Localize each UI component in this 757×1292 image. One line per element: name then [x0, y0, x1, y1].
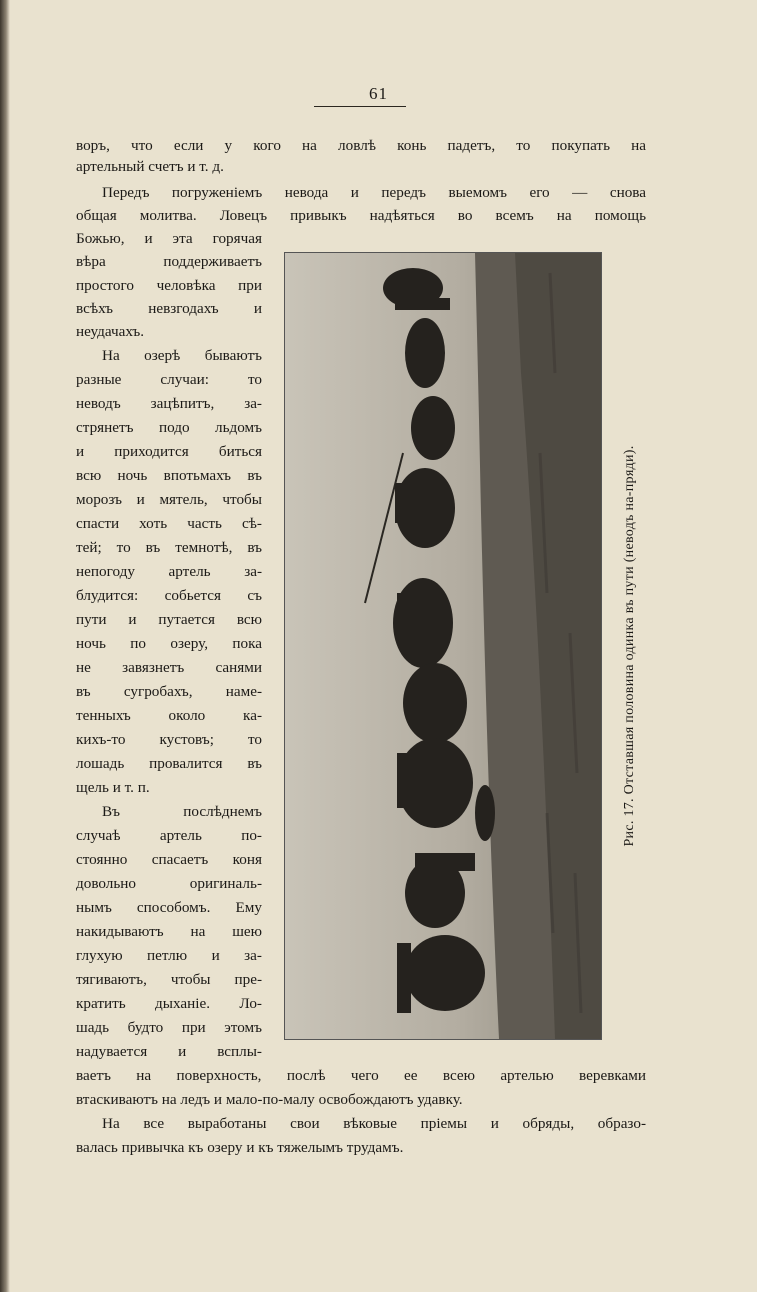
text-line: глухую петлю и за- — [76, 947, 262, 964]
text-line: лошадь провалится въ — [76, 755, 262, 772]
photo-sled-horses-on-ice — [285, 253, 601, 1039]
text-line: На озерѣ бываютъ — [102, 347, 262, 364]
text-line: стрянетъ подо льдомъ — [76, 419, 262, 436]
text-line: спасти хоть часть сѣ- — [76, 515, 262, 532]
text-line: морозъ и мятель, чтобы — [76, 491, 262, 508]
page-number-rule — [314, 106, 406, 107]
text-line: довольно оригиналь- — [76, 875, 262, 892]
figure-caption-text: Рис. 17. Отставшая половина одинка въ пути (неводъ на-пряди). — [622, 445, 637, 847]
text-line: втаскиваютъ на ледъ и мало-по-малу освобождаютъ удавку. — [76, 1091, 463, 1108]
text-line: всю ночь впотьмахъ въ — [76, 467, 262, 484]
text-line: тей; то въ темнотѣ, въ — [76, 539, 262, 556]
text-line: въ сугробахъ, наме- — [76, 683, 262, 700]
text-line: Божью, и эта горячая — [76, 230, 262, 247]
text-line: и приходится биться — [76, 443, 262, 460]
text-line: всѣхъ невзгодахъ и — [76, 300, 262, 317]
text-line: кихъ-то кустовъ; то — [76, 731, 262, 748]
text-line: общая молитва. Ловецъ привыкъ надѣяться во всемъ на помощь — [76, 207, 646, 224]
text-line: разные случаи: то — [76, 371, 262, 388]
text-line: ваетъ на поверхность, послѣ чего ее всею артелью веревками — [76, 1067, 646, 1084]
text-line: артельный счетъ и т. д. — [76, 158, 224, 175]
text-line: накидываютъ на шею — [76, 923, 262, 940]
text-line: вѣра поддерживаетъ — [76, 253, 262, 270]
page-binding-edge — [0, 0, 10, 1292]
text-line: тенныхъ около ка- — [76, 707, 262, 724]
text-line: неводъ зацѣпитъ, за- — [76, 395, 262, 412]
page-number: 61 — [369, 84, 388, 103]
text-line: простого человѣка при — [76, 277, 262, 294]
text-line: тягиваютъ, чтобы пре- — [76, 971, 262, 988]
text-line: валась привычка къ озеру и къ тяжелымъ трудамъ. — [76, 1139, 404, 1156]
text-line: кратить дыханіе. Ло- — [76, 995, 262, 1012]
text-line: блудится: собьется съ — [76, 587, 262, 604]
text-line: ночь по озеру, пока — [76, 635, 262, 652]
text-line: не завязнетъ санями — [76, 659, 262, 676]
text-line: надувается и всплы- — [76, 1043, 262, 1060]
text-line: воръ, что если у кого на ловлѣ конь падетъ, то покупать на — [76, 137, 646, 154]
text-line: На все выработаны свои вѣковые пріемы и обряды, образо- — [102, 1115, 646, 1132]
text-line: шадь будто при этомъ — [76, 1019, 262, 1036]
text-line: пути и путается всю — [76, 611, 262, 628]
text-line: стоянно спасаетъ коня — [76, 851, 262, 868]
text-line: нымъ способомъ. Ему — [76, 899, 262, 916]
photo-figure — [284, 252, 602, 1040]
text-line: Въ послѣднемъ — [102, 803, 262, 820]
text-line: случаѣ артель по- — [76, 827, 262, 844]
text-line: непогоду артель за- — [76, 563, 262, 580]
text-line: Передъ погруженіемъ невода и передъ выемомъ его — снова — [102, 184, 646, 201]
text-line: щель и т. п. — [76, 779, 150, 796]
text-line: неудачахъ. — [76, 323, 145, 340]
figure-caption — [618, 405, 642, 887]
